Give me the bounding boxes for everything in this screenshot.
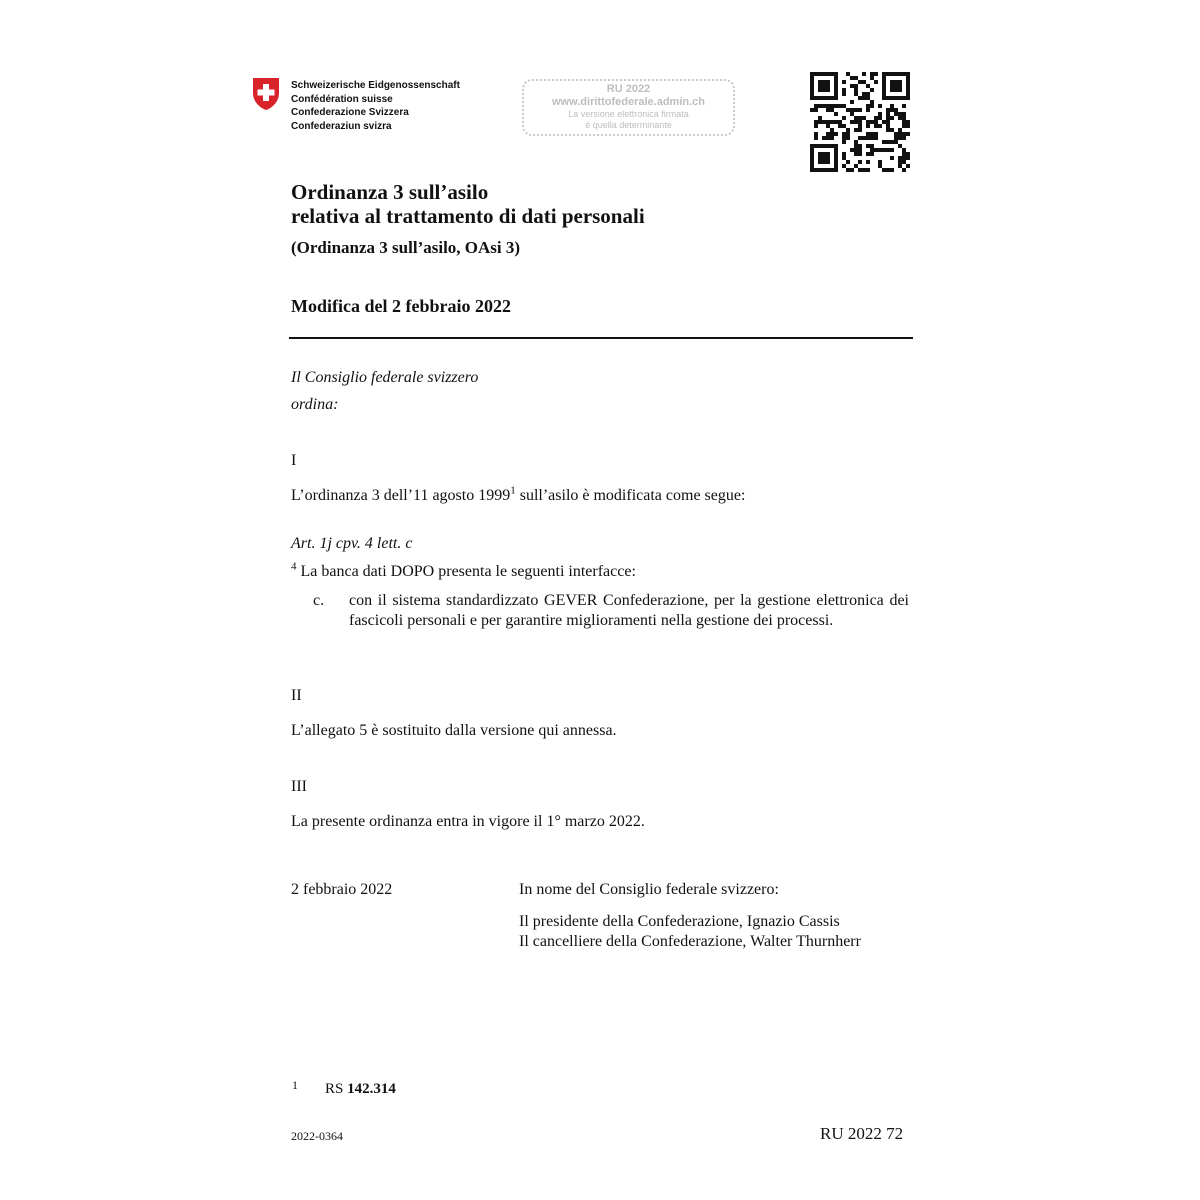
- preamble-line-2: ordina:: [291, 396, 339, 413]
- signature-president: Il presidente della Confederazione, Ignazio Cassis: [519, 913, 840, 930]
- title-divider: [289, 337, 913, 339]
- item-text: con il sistema standardizzato GEVER Confederazione, per la gestione elettronica dei fascicoli personali e per garantire miglioramenti nella gestione dei processi.: [349, 592, 909, 629]
- signature-stamp: [522, 79, 735, 136]
- footnote-prefix: RS: [325, 1081, 348, 1097]
- modification-date: Modifica del 2 febbraio 2022: [291, 296, 511, 316]
- document-subtitle: (Ordinanza 3 sull’asilo, OAsi 3): [291, 238, 521, 257]
- footnote-ref: 1: [510, 484, 516, 497]
- stamp-line-1: RU 2022: [606, 83, 651, 95]
- section-i-intro-after: sull’asilo è modificata come segue:: [515, 487, 746, 504]
- document-title: [291, 180, 645, 228]
- article-reference: Art. 1j cpv. 4 lett. c: [291, 535, 413, 552]
- paragraph-4: [291, 562, 636, 582]
- signature-chancellor: Il cancelliere della Confederazione, Walter Thurnherr: [519, 933, 861, 950]
- title-line-1: Ordinanza 3 sull’asilo: [291, 180, 489, 204]
- signature-on-behalf: In nome del Consiglio federale svizzero:: [519, 881, 779, 898]
- confederation-name-fr: Confédération suisse: [291, 93, 393, 105]
- section-i-intro: [291, 486, 745, 506]
- section-numeral-i: I: [291, 452, 297, 469]
- section-i-intro-before: L’ordinanza 3 dell’11 agosto 1999: [291, 487, 511, 504]
- stamp-line-4: è quella determinante: [585, 120, 672, 130]
- section-ii-text: L’allegato 5 è sostituito dalla versione qui annessa.: [291, 722, 617, 739]
- title-line-2: relativa al trattamento di dati personali: [291, 204, 645, 228]
- confederation-name-rm: Confederaziun svizra: [291, 120, 392, 132]
- section-numeral-ii: II: [291, 687, 302, 704]
- footnote-text: [325, 1079, 396, 1099]
- qr-code-icon: [810, 72, 910, 172]
- signature-date: 2 febbraio 2022: [291, 881, 393, 898]
- paragraph-number: 4: [291, 560, 297, 573]
- stamp-line-2: www.dirittofederale.admin.ch: [551, 96, 705, 108]
- footnote-number: 1: [292, 1078, 298, 1092]
- swiss-cross-shield-icon: [252, 77, 280, 111]
- confederation-name-de: Schweizerische Eidgenossenschaft: [291, 80, 460, 91]
- stamp-line-3: La versione elettronica firmata: [568, 109, 689, 119]
- document-id: 2022-0364: [291, 1129, 343, 1143]
- preamble-line-1: Il Consiglio federale svizzero: [291, 369, 479, 386]
- confederation-names: [291, 79, 460, 133]
- section-numeral-iii: III: [291, 778, 307, 795]
- page-reference: RU 2022 72: [820, 1124, 904, 1143]
- item-letter: c.: [313, 592, 325, 609]
- footnote-reference: 142.314: [347, 1081, 396, 1097]
- paragraph-text: La banca dati DOPO presenta le seguenti interfacce:: [296, 563, 636, 580]
- confederation-name-it: Confederazione Svizzera: [291, 107, 409, 118]
- section-iii-text: La presente ordinanza entra in vigore il 1° marzo 2022.: [291, 813, 645, 830]
